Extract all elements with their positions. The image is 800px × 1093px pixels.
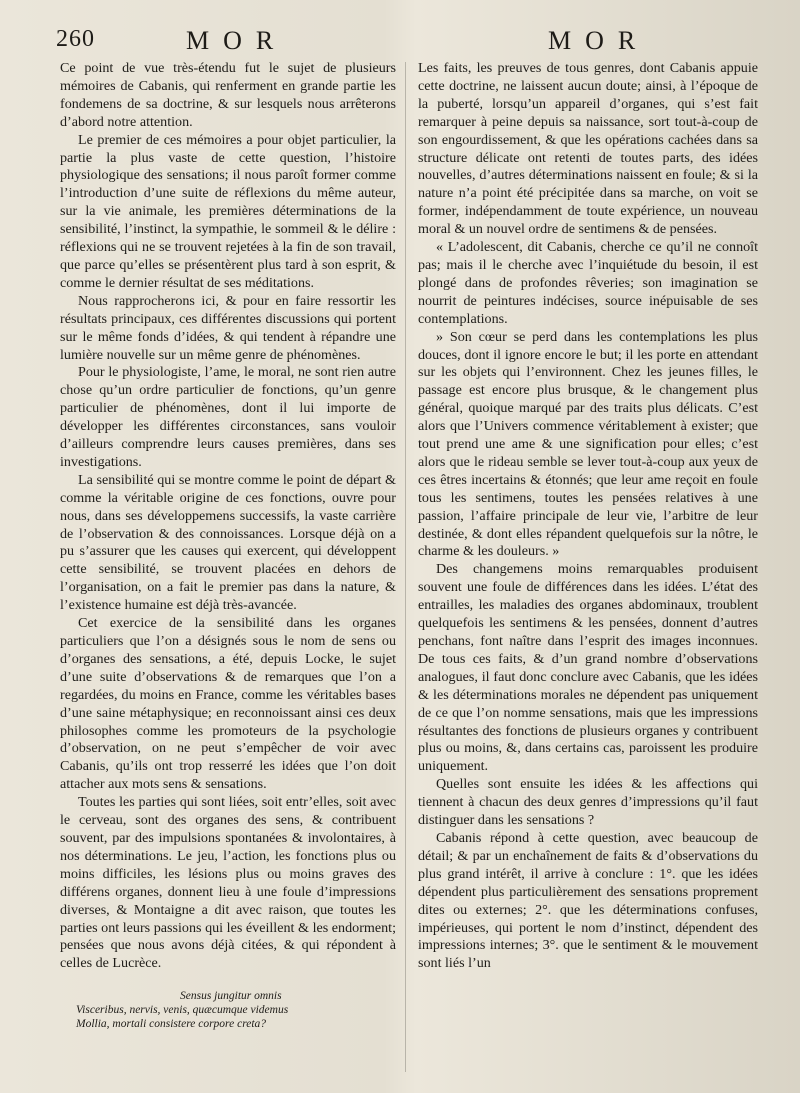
paragraph: Pour le physiologiste, l’ame, le moral, ne sont rien autre chose qu’un ordre particulier de fonctions, qu’un genre particulier de phénomènes, dont il lui importe de développer les différentes circonstances, sans vouloir d’ailleurs comprendre leurs causes premières, dans ses investigations. bbox=[60, 364, 396, 470]
paragraph: Les faits, les preuves de tous genres, dont Cabanis appuie cette doctrine, ne laissent aucun doute; ainsi, à l’époque de la puberté, lorsqu’un appareil d’organes, qui s’est fait remarquer à peine depuis sa naissance, sort tout-à-coup de son engourdissement, & que les opérations cachées dans sa structure délicate ont retenti de toutes parts, des idées nouvelles, d’autres déterminations naissent en foule; & si la nature n’a point été précipitée dans sa marche, on voit se former, indépendamment de toute expérience, un nouveau moral & un nouvel ordre de sentimens & de pensées. bbox=[418, 60, 758, 238]
running-head-left: MOR bbox=[186, 26, 288, 55]
paragraph: Ce point de vue très-étendu fut le sujet de plusieurs mémoires de Cabanis, qui renferment en grande partie les fondemens de sa doctrine, & sur lesquels nous arrêterons d’abord notre attention. bbox=[60, 60, 396, 130]
quote-line: Visceribus, nervis, venis, quæcumque videmus bbox=[76, 1004, 289, 1017]
paragraph: Quelles sont ensuite les idées & les affections qui tiennent à chacun des deux genres d’impressions qu’il faut distinguer dans les sensations ? bbox=[418, 776, 758, 829]
quote-line: Mollia, mortali consistere corpore creta? bbox=[76, 1018, 267, 1031]
paragraph: La sensibilité qui se montre comme le point de départ & comme la véritable origine de ces fonctions, ouvre pour nous, dans ses développemens successifs, la vaste carrière de l’observation & des connoissances. Lorsque déjà on a pu s’assurer que les causes qui exercent, qui développent cette sensibilité, se trouvent placées en dehors de l’organisation, on a fait le premier pas dans la nature, & l’existence humaine est déjà très-avancée. bbox=[60, 471, 396, 614]
right-column bbox=[418, 60, 758, 973]
latin-quotation bbox=[60, 989, 396, 1031]
quote-line: Sensus jungitur omnis bbox=[180, 990, 282, 1003]
paragraph: « L’adolescent, dit Cabanis, cherche ce qu’il ne connoît pas; mais il le cherche avec l’inquiétude du besoin, il est plongé dans de profondes rêveries; son imagination se nourrit de peintures indécises, source inépuisable de ses contemplations. bbox=[418, 239, 758, 327]
paragraph: Le premier de ces mémoires a pour objet particulier, la partie la plus vaste de cette question, l’histoire physiologique des sensations; il nous paroît former comme l’introduction d’une suite de réflexions du même auteur, sur la vie animale, les premières déterminations de la sensibilité, l’instinct, la sympathie, le sommeil & le délire : réflexions qui ne se trouvent rejetées à la fin de son travail, que parce qu’elles se présentèrent plus tard à son esprit, & comme le dernier résultat de ses méditations. bbox=[60, 131, 396, 291]
paragraph: Cabanis répond à cette question, avec beaucoup de détail; & par un enchaînement de faits & d’observations du plus grand intérêt, il arrive à conclure : 1°. que les idées dépendent plus particulièrement des sensations proprement dites ou externes; 2°. que les déterminations confuses, impérieuses, qui portent le nom d’instinct, dépendent des impressions internes; 3°. que le sentiment & le mouvement sont liés l’un bbox=[418, 829, 758, 972]
page-header bbox=[0, 26, 800, 54]
left-column bbox=[60, 60, 396, 1031]
column-divider bbox=[405, 62, 406, 1072]
running-head-right: MOR bbox=[548, 26, 650, 55]
paragraph: » Son cœur se perd dans les contemplations les plus douces, dont il ignore encore le but; il les porte en attendant sur les objets qui l’environnent. Chez les jeunes filles, le passage est encore plus brusque, & le changement plus général, quoique marqué par des traits plus délicats. C’est alors que l’Univers commence véritablement à exister; que tout prend une ame & une signification pour elles; c’est alors que le rideau semble se lever tout-à-coup aux yeux de ces êtres incertains & étonnés; que leur ame reçoit en foule tous les sentimens, toutes les pensées relatives à une passion, l’affaire principale de leur vie, l’arbitre de leur destinée, & dont elles répandent quelquefois sur la nôtre, le charme & les douleurs. » bbox=[418, 328, 758, 560]
paragraph: Cet exercice de la sensibilité dans les organes particuliers que l’on a désignés sous le nom de sens ou d’organes des sensations, a été, depuis Locke, le sujet d’une suite d’observations & de remarques que l’on a regardées, du moins en France, comme les véritables bases d’une saine métaphysique; en reconnoissant ainsi ces deux philosophes comme les promoteurs de la psychologie d’observation, on ne peut s’empêcher de voir avec Cabanis, qu’ils ont trop resserré les idées que l’on doit attacher aux mots sens & sensations. bbox=[60, 615, 396, 793]
paragraph: Des changemens moins remarquables produisent souvent une foule de différences dans les idées. L’état des entrailles, les maladies des organes abdominaux, troublent quelquefois les sentimens & les pensées, donnent d’autres penchans, font naître dans l’esprit des images inconnues. De tous ces faits, & d’un grand nombre d’observations analogues, il faut donc conclure avec Cabanis, que les idées & les déterminations morales ne dépendent pas uniquement de ce que l’on nomme sensations, mais que les impressions résultantes des fonctions de plusieurs organes y contribuent plus ou moins, &, dans certains cas, paroissent les produire uniquement. bbox=[418, 561, 758, 775]
paragraph: Nous rapprocherons ici, & pour en faire ressortir les résultats principaux, ces différentes discussions qui portent sur le même fonds d’idées, & qui tendent à répandre une lumière nouvelle sur un même genre de phénomènes. bbox=[60, 292, 396, 363]
page-number: 260 bbox=[56, 26, 95, 52]
paragraph: Toutes les parties qui sont liées, soit entr’elles, soit avec le cerveau, sont des organes des sens, & contribuent souvent, par des impulsions spontanées & involontaires, à nos déterminations. Le jeu, l’action, les fonctions plus ou moins difficiles, les lésions plus ou moins graves des différens organes, donnent lieu à une foule d’impressions diverses, & Montaigne a dit avec raison, que toutes les parties ont leurs passions qui les éveillent & les endorment; pensées que nous avons déjà citées, & qui répondent à celles de Lucrèce. bbox=[60, 794, 396, 972]
